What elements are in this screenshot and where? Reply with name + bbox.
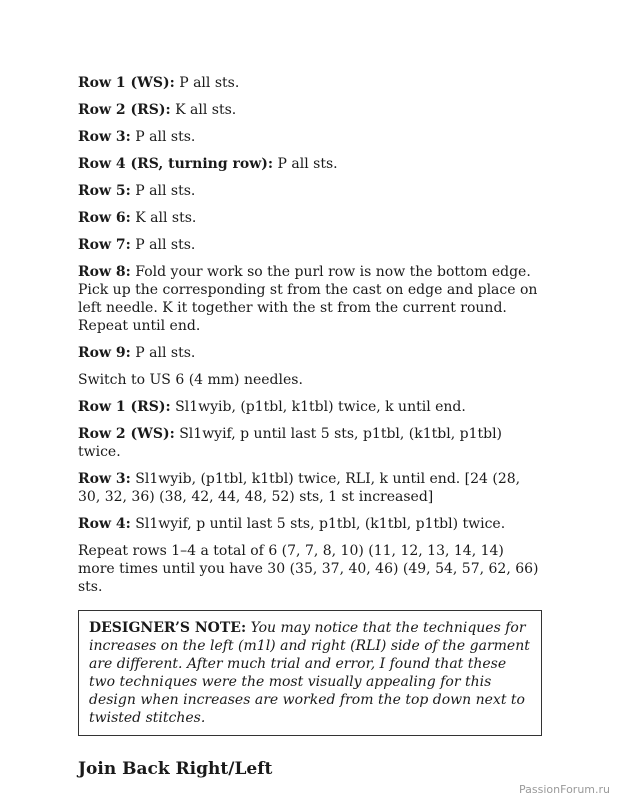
pattern-row: [78, 101, 544, 119]
rows-group-2: [78, 398, 544, 533]
pattern-row: [78, 155, 544, 173]
pattern-row: [78, 263, 544, 335]
row-label: Row 2 (WS):: [78, 426, 175, 442]
row-instruction: Sl1wyif, p until last 5 sts, p1tbl, (k1tbl, p1tbl) twice.: [78, 426, 503, 460]
switch-needles-text: Switch to US 6 (4 mm) needles.: [78, 372, 303, 388]
row-instruction: P all sts.: [273, 156, 338, 172]
watermark: PassionForum.ru: [519, 783, 610, 796]
pattern-row: [78, 425, 544, 461]
row-instruction: Sl1wyif, p until last 5 sts, p1tbl, (k1tbl, p1tbl) twice.: [130, 516, 506, 532]
row-instruction: Fold your work so the purl row is now the bottom edge. Pick up the corresponding st from the cast on edge and place on left needle. K it together with the st from the current round. Repeat until end.: [78, 264, 538, 334]
row-label: Row 4 (RS, turning row):: [78, 156, 274, 172]
designer-note-box: [78, 610, 542, 736]
row-label: Row 7:: [78, 237, 131, 253]
row-label: Row 5:: [78, 183, 131, 199]
section-heading: Join Back Right/Left: [78, 759, 273, 779]
designer-note-text: You may notice that the techniques for increases on the left (m1l) and right (RLI) side of the garment are different. After much trial and error, I found that these two techniques were the most visually appealing for this design when increases are worked from the top down next to twisted stitches.: [89, 620, 530, 726]
row-label: Row 3:: [78, 471, 131, 487]
designer-note-label: DESIGNER’S NOTE:: [89, 620, 247, 636]
row-instruction: P all sts.: [130, 345, 196, 361]
row-instruction: P all sts.: [174, 75, 240, 91]
row-label: Row 8:: [78, 264, 131, 280]
row-instruction: K all sts.: [130, 210, 197, 226]
pattern-row: [78, 182, 544, 200]
pattern-row: [78, 209, 544, 227]
row-label: Row 6:: [78, 210, 131, 226]
row-label: Row 9:: [78, 345, 131, 361]
row-instruction: P all sts.: [130, 237, 196, 253]
row-label: Row 1 (WS):: [78, 75, 175, 91]
row-label: Row 1 (RS):: [78, 399, 171, 415]
rows-group-1: [78, 74, 544, 362]
row-label: Row 4:: [78, 516, 131, 532]
pattern-row: [78, 398, 544, 416]
repeat-text: Repeat rows 1–4 a total of 6 (7, 7, 8, 10) (11, 12, 13, 14, 14) more times until you have 30 (35, 37, 40, 46) (49, 54, 57, 62, 66) sts.: [78, 543, 539, 595]
row-instruction: P all sts.: [130, 129, 196, 145]
row-instruction: P all sts.: [130, 183, 196, 199]
pattern-row: [78, 74, 544, 92]
pattern-row: [78, 515, 544, 533]
pattern-row: [78, 344, 544, 362]
row-instruction: K all sts.: [170, 102, 237, 118]
pattern-row: [78, 470, 544, 506]
row-instruction: Sl1wyib, (p1tbl, k1tbl) twice, k until end.: [170, 399, 466, 415]
pattern-row: [78, 128, 544, 146]
row-instruction: Sl1wyib, (p1tbl, k1tbl) twice, RLI, k until end. [24 (28, 30, 32, 36) (38, 42, 44, 48, 52) sts, 1 st increased]: [78, 471, 521, 505]
pattern-row: [78, 236, 544, 254]
row-label: Row 3:: [78, 129, 131, 145]
row-label: Row 2 (RS):: [78, 102, 171, 118]
pattern-page: [78, 74, 544, 780]
